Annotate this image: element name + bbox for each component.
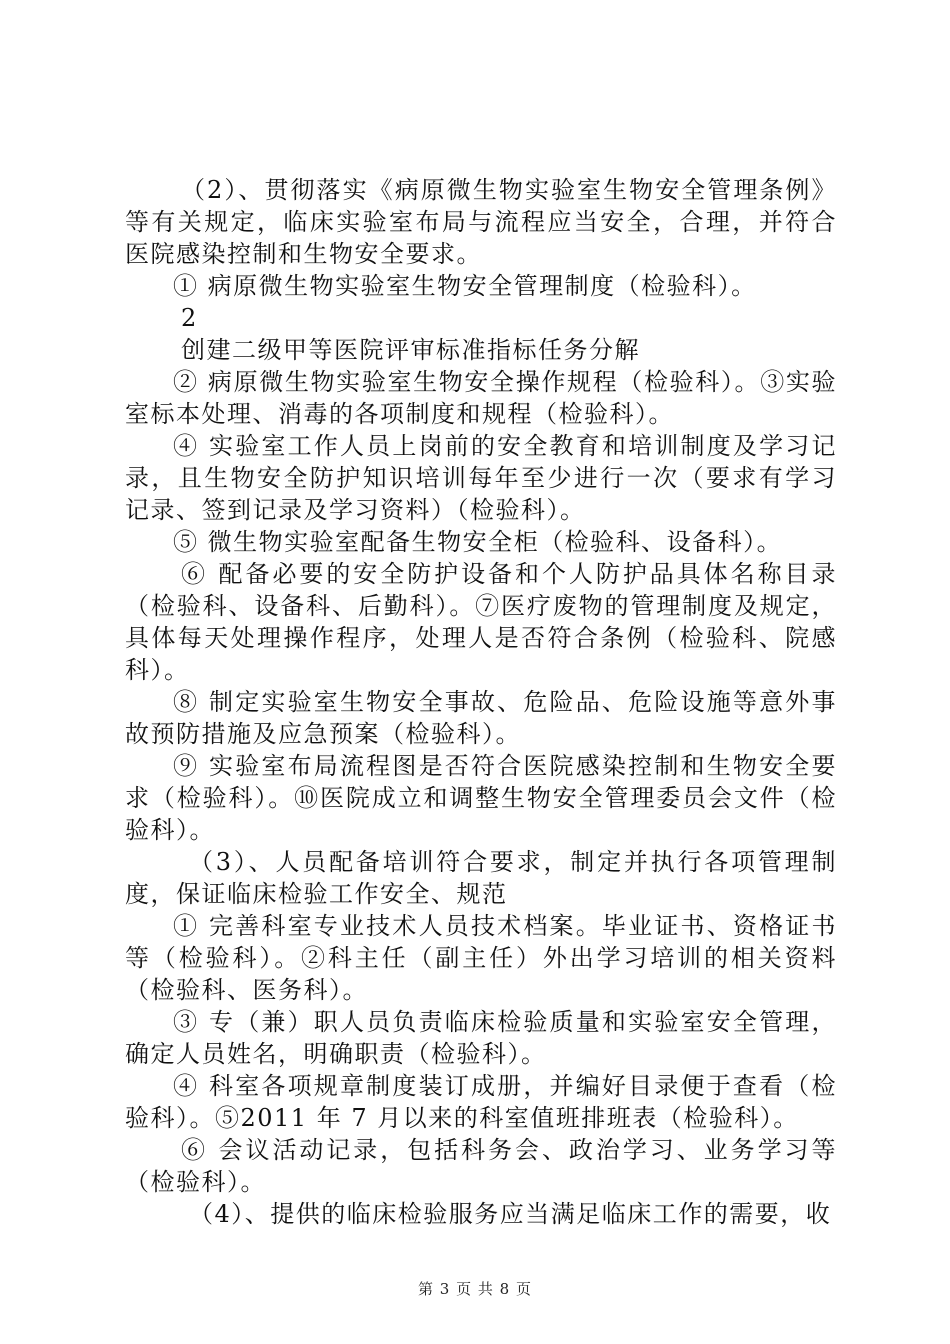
paragraph-item-8: ⑧ 制定实验室生物安全事故、危险品、危险设施等意外事故预防措施及应急预案（检验科）。 [125, 688, 837, 748]
paragraph-section-4-heading: （4）、提供的临床检验服务应当满足临床工作的需要，收 [189, 1200, 832, 1228]
paragraph-section-3-item-3: ③ 专（兼）职人员负责临床检验质量和实验室安全管理，确定人员姓名，明确职责（检验科）。 [125, 1008, 837, 1068]
paragraph-item-6-7: ⑥ 配备必要的安全防护设备和个人防护品具体名称目录（检验科、设备科、后勤科）。⑦医疗废物的管理制度及规定，具体每天处理操作程序，处理人是否符合条例（检验科、院感科）。 [125, 560, 837, 684]
page-footer: 第 3 页 共 8 页 [418, 1280, 532, 1298]
paragraph-item-9-10: ⑨ 实验室布局流程图是否符合医院感染控制和生物安全要求（检验科）。⑩医院成立和调整生物安全管理委员会文件（检验科）。 [125, 752, 837, 844]
paragraph-item-1: ① 病原微生物实验室生物安全管理制度（检验科）。 [173, 272, 757, 300]
paragraph-section-3-item-1-2: ① 完善科室专业技术人员技术档案。毕业证书、资格证书等（检验科）。②科主任（副主任）外出学习培训的相关资料（检验科、医务科）。 [125, 912, 837, 1004]
paragraph-item-4: ④ 实验室工作人员上岗前的安全教育和培训制度及学习记录，且生物安全防护知识培训每年至少进行一次（要求有学习记录、签到记录及学习资料）（检验科）。 [125, 432, 837, 524]
page-number-fragment: 2 [181, 304, 198, 332]
paragraph-section-2-heading: （2）、贯彻落实《病原微生物实验室生物安全管理条例》等有关规定，临床实验室布局与流程应当安全，合理，并符合医院感染控制和生物安全要求。 [125, 176, 837, 268]
paragraph-section-3-item-4-5: ④ 科室各项规章制度装订成册，并编好目录便于查看（检验科）。⑤2011 年 7 月以来的科室值班排班表（检验科）。 [125, 1072, 837, 1132]
paragraph-section-3-item-6: ⑥ 会议活动记录，包括科务会、政治学习、业务学习等（检验科）。 [125, 1136, 837, 1196]
paragraph-item-5: ⑤ 微生物实验室配备生物安全柜（检验科、设备科）。 [173, 528, 783, 556]
document-subtitle: 创建二级甲等医院评审标准指标任务分解 [181, 336, 640, 364]
paragraph-section-3-heading: （3）、人员配备培训符合要求，制定并执行各项管理制度，保证临床检验工作安全、规范 [125, 848, 837, 908]
document-body [125, 174, 837, 1230]
paragraph-item-2-3: ② 病原微生物实验室生物安全操作规程（检验科）。③实验室标本处理、消毒的各项制度和规程（检验科）。 [125, 368, 837, 428]
